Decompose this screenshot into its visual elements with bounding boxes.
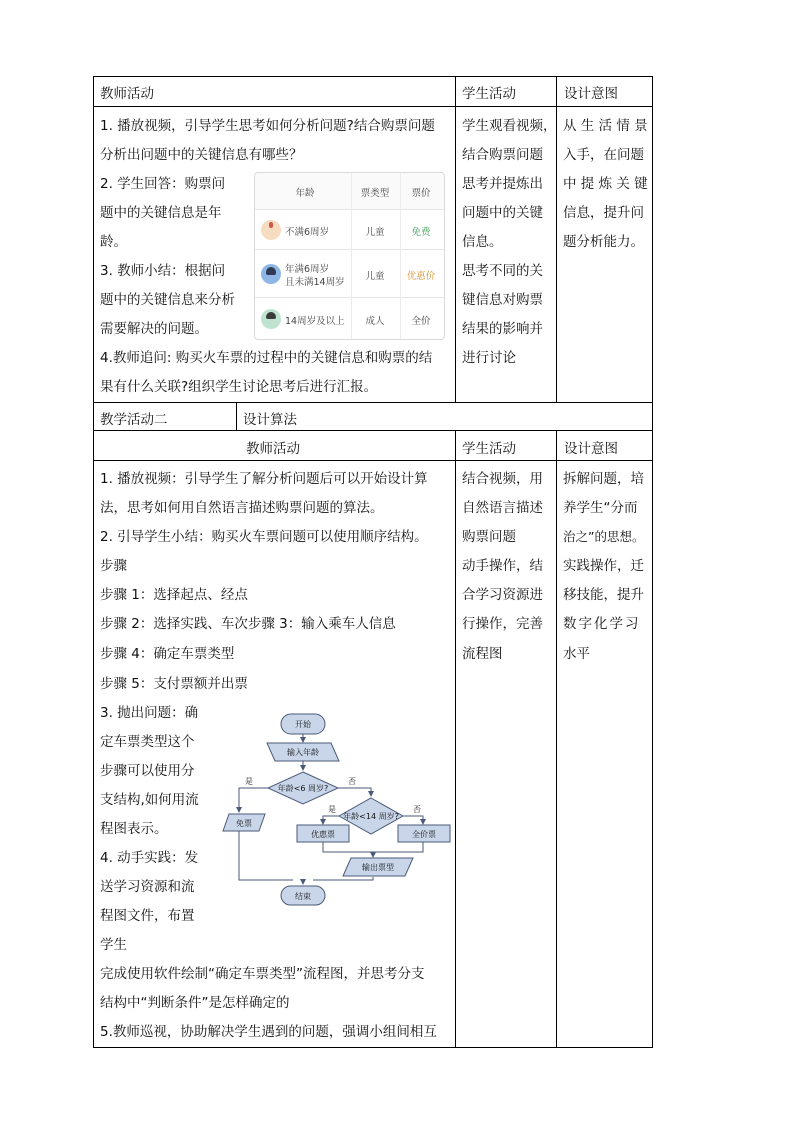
table1-header-intent: 设计意图 (564, 86, 618, 102)
ticket-type-flowchart (215, 710, 455, 910)
text-line: 从 生 活 情 景 (563, 118, 648, 134)
text-line: 结构中“判断条件”是怎样确定的 (100, 995, 290, 1011)
text-line: 3. 教师小结：根据问 (100, 263, 226, 279)
table2-col-divider-1 (455, 430, 456, 1048)
table2-right-border (652, 430, 653, 1048)
text-line: 结果的影响并 (462, 321, 543, 337)
ticket-row (255, 249, 444, 298)
text-line: 程图文件，布置 (100, 908, 195, 924)
table2-col-divider-2 (556, 430, 557, 1048)
ticket-age-2: 且未满14周岁 (285, 277, 345, 288)
flow-output-label: 输出票型 (362, 863, 394, 872)
adult-avatar-icon (261, 309, 281, 329)
table2-header-divider (93, 460, 653, 461)
flow-condition-2-label: 年龄<14 周岁? (343, 812, 399, 821)
text-line: 5.教师巡视，协助解决学生遇到的问题，强调小组间相互 (100, 1024, 437, 1040)
table1-header-teacher: 教师活动 (100, 86, 154, 102)
flow-yes-label-2: 是 (328, 805, 336, 814)
section-row-bottom (93, 430, 653, 431)
flow-no-label: 否 (348, 777, 356, 786)
ticket-type: 儿童 (365, 227, 385, 238)
text-line: 3. 抛出问题：确 (100, 705, 199, 721)
text-line: 行操作，完善 (462, 616, 543, 632)
text-line: 自然语言描述 (462, 500, 543, 516)
table2-header-student: 学生活动 (462, 441, 516, 457)
text-line: 学生 (100, 937, 127, 953)
ticket-price: 免费 (411, 227, 431, 238)
text-line: 结合视频，用 (462, 471, 543, 487)
text-line: 信息。 (462, 234, 503, 250)
text-line: 购票问题 (462, 529, 516, 545)
ticket-row (255, 209, 444, 250)
ticket-type: 儿童 (365, 271, 385, 282)
text-line: 4.教师追问: 购买火车票的过程中的关键信息和购票的结 (100, 350, 433, 366)
ticket-header-price: 票价 (411, 188, 431, 199)
text-line: 思考不同的关 (462, 263, 543, 279)
text-line: 分析出问题中的关键信息有哪些？ (100, 147, 303, 163)
ticket-price: 全价 (411, 316, 431, 327)
text-line: 思考并提炼出 (462, 176, 543, 192)
flow-no-label-2: 否 (413, 805, 421, 814)
table2-header-teacher: 教师活动 (246, 441, 300, 457)
text-line: 养学生“分而 (563, 500, 638, 516)
text-line: 送学习资源和流 (100, 879, 195, 895)
text-line: 步骤 (100, 558, 127, 574)
ticket-header-type: 票类型 (360, 188, 390, 199)
flow-condition-1-label: 年龄<6 周岁? (277, 784, 329, 793)
text-line: 问题中的关键 (462, 205, 543, 221)
text-line: 步骤可以使用分 (100, 763, 195, 779)
text-line: 入手，在问题 (563, 147, 644, 163)
text-line: 数字化学习 (563, 616, 641, 632)
text-line: 步骤 1：选择起点、经点 (100, 587, 248, 603)
table1-col-divider-1 (455, 76, 456, 403)
text-line: 水平 (563, 646, 590, 662)
table1-right-border (652, 76, 653, 403)
text-line: 题分析能力。 (563, 234, 644, 250)
text-line: 合学习资源进 (462, 587, 543, 603)
text-line: 步骤 5：支付票额并出票 (100, 676, 248, 692)
flow-yes-label: 是 (245, 777, 253, 786)
text-line: 4. 动手实践：发 (100, 850, 199, 866)
ticket-age: 14周岁及以上 (285, 316, 345, 327)
section-title: 设计算法 (243, 412, 297, 428)
flow-input-label: 输入年龄 (287, 748, 319, 757)
text-line: 结合购票问题 (462, 147, 543, 163)
youth-avatar-icon (261, 264, 281, 284)
text-line: 支结构,如何用流 (100, 792, 199, 808)
ticket-price: 优惠价 (406, 271, 436, 282)
text-line: 果有什么关联?组织学生讨论思考后进行汇报。 (100, 379, 378, 395)
ticket-type: 成人 (365, 316, 385, 327)
text-line: 2. 引导学生小结：购买火车票问题可以使用顺序结构。 (100, 529, 428, 545)
ticket-row (255, 297, 444, 340)
flow-end-label: 结束 (295, 892, 311, 901)
table1-top-border (93, 76, 653, 77)
ticket-header-row (255, 173, 444, 209)
text-line: 2. 学生回答：购票问 (100, 176, 226, 192)
text-line: 龄。 (100, 234, 127, 250)
text-line: 实践操作，迁 (563, 558, 644, 574)
text-line: 程图表示。 (100, 821, 168, 837)
table2-left-border (93, 430, 94, 1048)
text-line: 题中的关键信息来分析 (100, 292, 235, 308)
table2-bottom-border (93, 1047, 653, 1048)
text-line: 拆解问题，培 (563, 471, 644, 487)
table1-header-divider (93, 106, 653, 107)
text-line: 需要解决的问题。 (100, 321, 208, 337)
text-line: 进行讨论 (462, 350, 516, 366)
table1-left-border (93, 76, 94, 403)
flow-full-label: 全价票 (412, 830, 436, 839)
text-line: 移技能，提升 (563, 587, 644, 603)
text-line: 步骤 4：确定车票类型 (100, 646, 235, 662)
text-line: 题中的关键信息是年 (100, 205, 222, 221)
text-line: 治之”的思想。 (563, 529, 645, 544)
text-line: 动手操作，结 (462, 558, 543, 574)
text-line: 流程图 (462, 646, 503, 662)
text-line: 键信息对购票 (462, 292, 543, 308)
text-line: 定车票类型这个 (100, 734, 195, 750)
child-avatar-icon (261, 220, 281, 240)
flow-free-label: 免票 (236, 819, 252, 828)
text-line: 1. 播放视频：引导学生了解分析问题后可以开始设计算 (100, 471, 428, 487)
section-right-border (652, 402, 653, 431)
ticket-age: 年满6周岁 (285, 264, 330, 275)
text-line: 中 提 炼 关 键 (563, 176, 648, 192)
text-line: 完成使用软件绘制“确定车票类型”流程图，并思考分支 (100, 966, 425, 982)
ticket-age: 不满6周岁 (285, 227, 330, 238)
text-line: 学生观看视频， (462, 118, 557, 134)
table1-header-student: 学生活动 (462, 86, 516, 102)
text-line: 信息，提升问 (563, 205, 644, 221)
section-divider (236, 402, 237, 431)
flow-discount-label: 优惠票 (311, 830, 335, 839)
table1-bottom-border (93, 402, 653, 403)
section-label: 教学活动二 (100, 412, 168, 428)
ticket-header-age: 年龄 (295, 188, 315, 199)
text-line: 步骤 2：选择实践、车次步骤 3：输入乘车人信息 (100, 616, 396, 632)
ticket-price-table (254, 172, 445, 340)
section-left-border (93, 402, 94, 431)
text-line: 1. 播放视频，引导学生思考如何分析问题?结合购票问题 (100, 118, 435, 134)
flow-start-label: 开始 (295, 720, 311, 729)
table2-header-intent: 设计意图 (564, 441, 618, 457)
text-line: 法，思考如何用自然语言描述购票问题的算法。 (100, 500, 384, 516)
